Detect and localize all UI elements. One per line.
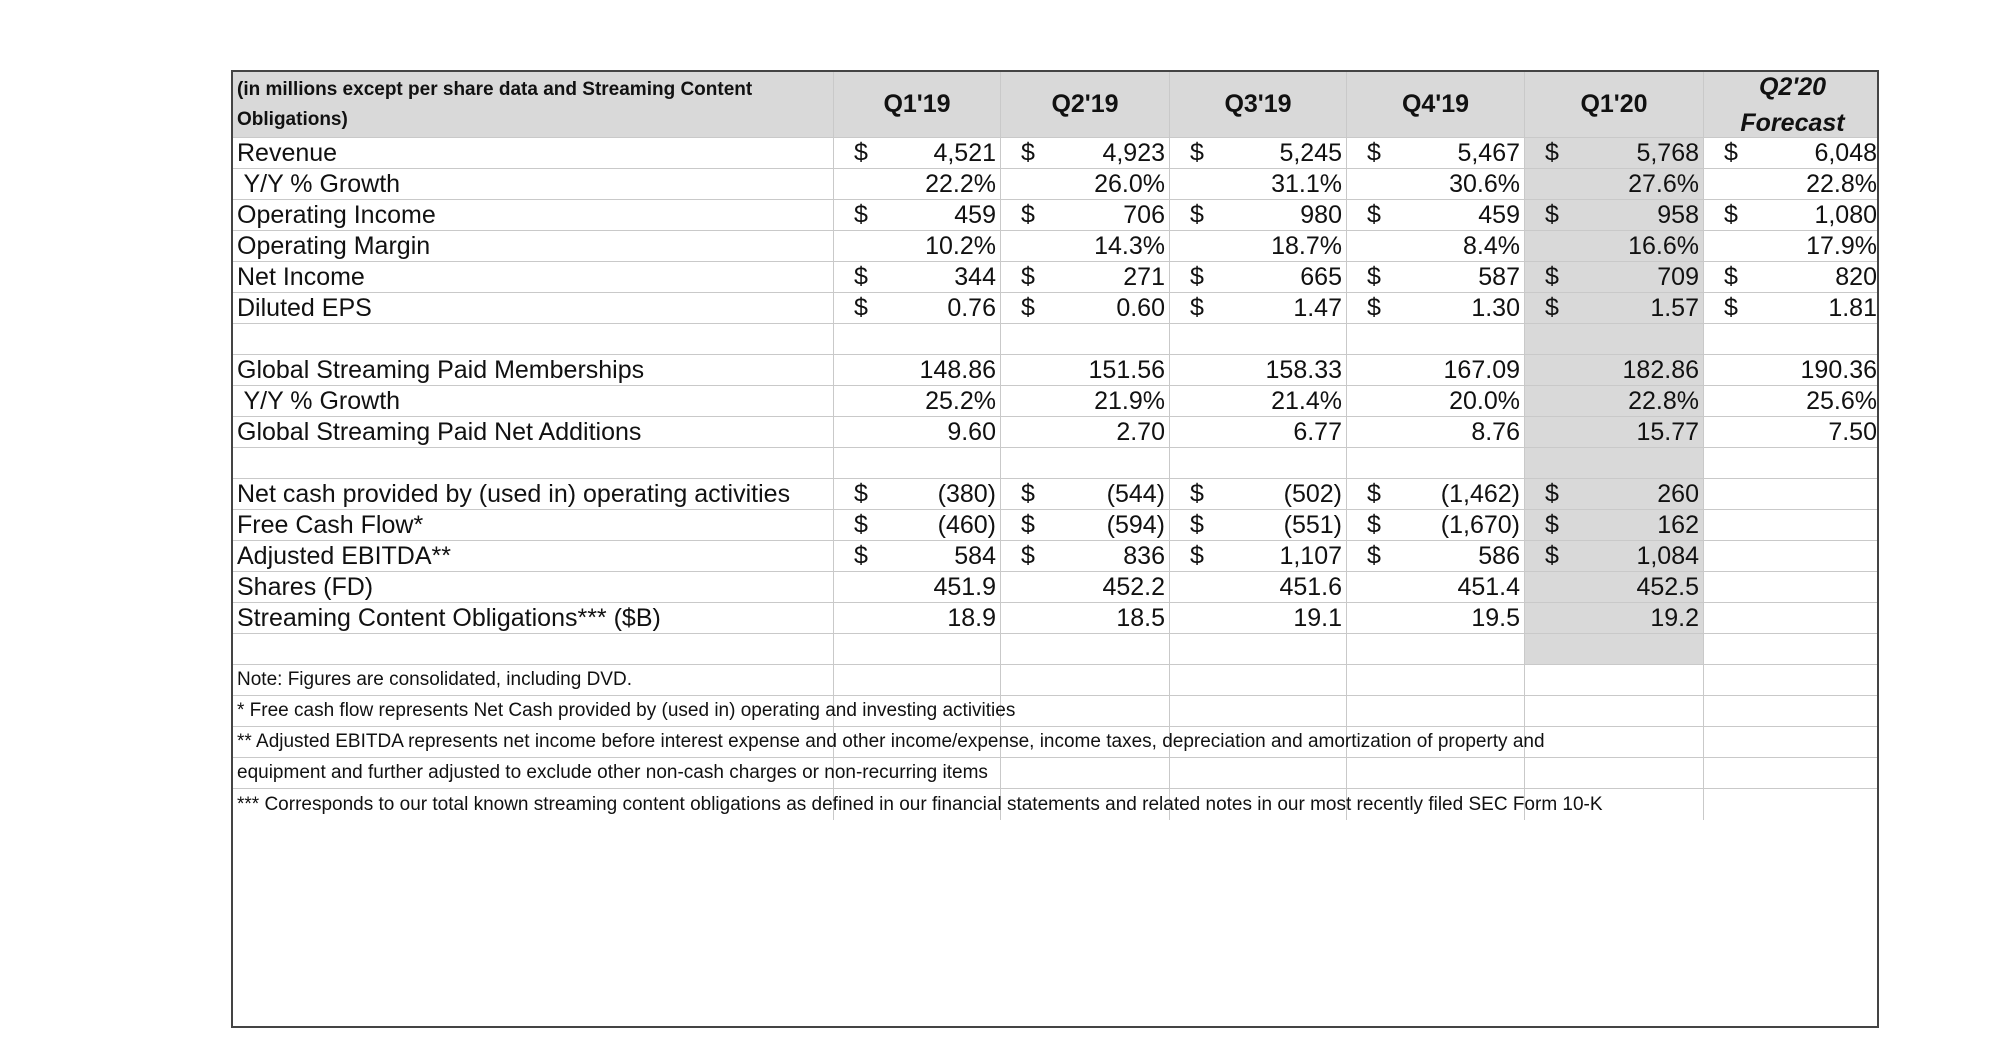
value-cell bbox=[834, 324, 1001, 355]
currency-symbol: $ bbox=[1367, 200, 1381, 229]
value-cell bbox=[1704, 138, 1879, 169]
footnote-cell bbox=[1001, 758, 1170, 789]
value-text: 820 bbox=[1835, 262, 1877, 291]
value-text: 958 bbox=[1657, 200, 1699, 229]
value-cell bbox=[834, 448, 1001, 479]
table-grid bbox=[233, 72, 1877, 1026]
footnote-cell bbox=[1170, 665, 1347, 696]
currency-symbol: $ bbox=[854, 200, 868, 229]
row-label: Operating Margin bbox=[233, 231, 834, 262]
currency-symbol: $ bbox=[1545, 541, 1559, 570]
value-cell bbox=[1001, 603, 1170, 634]
value-cell bbox=[1170, 417, 1347, 448]
footnote-cell bbox=[1170, 758, 1347, 789]
value-text: 1,080 bbox=[1814, 200, 1877, 229]
currency-symbol: $ bbox=[1190, 541, 1204, 570]
value-cell bbox=[1001, 386, 1170, 417]
value-text: 18.7% bbox=[1271, 231, 1342, 260]
value-text: 22.8% bbox=[1628, 386, 1699, 415]
currency-symbol: $ bbox=[1724, 262, 1738, 291]
currency-symbol: $ bbox=[1021, 293, 1035, 322]
value-cell bbox=[1347, 634, 1525, 665]
value-text: (1,670) bbox=[1440, 510, 1520, 539]
footnote-cell bbox=[1001, 696, 1170, 727]
value-text: 21.9% bbox=[1094, 386, 1165, 415]
value-cell bbox=[1704, 510, 1879, 541]
value-cell bbox=[1170, 355, 1347, 386]
footnote-cell bbox=[1001, 665, 1170, 696]
value-cell bbox=[1704, 231, 1879, 262]
value-text: 8.4% bbox=[1463, 231, 1520, 260]
value-text: 4,521 bbox=[933, 138, 996, 167]
value-cell bbox=[1170, 603, 1347, 634]
footnote-cell bbox=[1525, 727, 1704, 758]
value-text: 0.76 bbox=[947, 293, 996, 322]
value-text: 6,048 bbox=[1814, 138, 1877, 167]
value-cell bbox=[1525, 634, 1704, 665]
value-text: 19.5 bbox=[1471, 603, 1520, 632]
value-cell bbox=[1347, 572, 1525, 603]
value-cell bbox=[1347, 386, 1525, 417]
value-cell bbox=[1347, 448, 1525, 479]
value-cell bbox=[1525, 200, 1704, 231]
value-text: 706 bbox=[1123, 200, 1165, 229]
value-text: 4,923 bbox=[1102, 138, 1165, 167]
value-cell bbox=[1170, 262, 1347, 293]
value-cell bbox=[1347, 262, 1525, 293]
value-text: (551) bbox=[1283, 510, 1342, 539]
footnote-cell bbox=[1704, 727, 1879, 758]
value-cell bbox=[1525, 448, 1704, 479]
value-text: 14.3% bbox=[1094, 231, 1165, 260]
value-cell bbox=[1170, 293, 1347, 324]
value-cell bbox=[1170, 324, 1347, 355]
footnote-cell bbox=[1347, 696, 1525, 727]
value-text: 2.70 bbox=[1116, 417, 1165, 446]
row-label: Adjusted EBITDA** bbox=[233, 541, 834, 572]
value-cell bbox=[834, 541, 1001, 572]
value-cell bbox=[1170, 231, 1347, 262]
value-cell bbox=[1001, 231, 1170, 262]
currency-symbol: $ bbox=[1190, 200, 1204, 229]
value-cell bbox=[1001, 417, 1170, 448]
footnote-text: * Free cash flow represents Net Cash provided by (used in) operating and investing activities bbox=[237, 700, 1016, 721]
value-cell bbox=[834, 231, 1001, 262]
value-text: 151.56 bbox=[1088, 355, 1165, 384]
value-text: 1.81 bbox=[1828, 293, 1877, 322]
header-q2-19: Q2'19 bbox=[1001, 72, 1170, 138]
value-text: 22.8% bbox=[1806, 169, 1877, 198]
value-text: (502) bbox=[1283, 479, 1342, 508]
value-cell bbox=[1704, 417, 1879, 448]
value-cell bbox=[1525, 386, 1704, 417]
value-text: 586 bbox=[1478, 541, 1520, 570]
value-cell bbox=[1525, 417, 1704, 448]
value-cell bbox=[1347, 138, 1525, 169]
row-label: Shares (FD) bbox=[233, 572, 834, 603]
value-text: 7.50 bbox=[1828, 417, 1877, 446]
currency-symbol: $ bbox=[854, 479, 868, 508]
value-cell bbox=[1704, 324, 1879, 355]
row-label: Net cash provided by (used in) operating activities bbox=[233, 479, 834, 510]
value-cell bbox=[1525, 479, 1704, 510]
value-text: 271 bbox=[1123, 262, 1165, 291]
currency-symbol: $ bbox=[1190, 479, 1204, 508]
value-cell bbox=[1704, 293, 1879, 324]
row-label: Diluted EPS bbox=[233, 293, 834, 324]
currency-symbol: $ bbox=[1367, 293, 1381, 322]
value-text: (544) bbox=[1106, 479, 1165, 508]
header-forecast-quarter: Q2'20 bbox=[1758, 72, 1827, 101]
header-forecast-label: Forecast bbox=[1740, 108, 1845, 137]
value-cell bbox=[1001, 541, 1170, 572]
value-text: 148.86 bbox=[919, 355, 996, 384]
header-q1-19: Q1'19 bbox=[834, 72, 1001, 138]
footnote-cell bbox=[1704, 758, 1879, 789]
value-cell bbox=[834, 572, 1001, 603]
value-cell bbox=[1704, 200, 1879, 231]
currency-symbol: $ bbox=[854, 262, 868, 291]
row-label: Revenue bbox=[233, 138, 834, 169]
value-text: 21.4% bbox=[1271, 386, 1342, 415]
value-text: (594) bbox=[1106, 510, 1165, 539]
value-cell bbox=[1704, 479, 1879, 510]
currency-symbol: $ bbox=[1021, 262, 1035, 291]
currency-symbol: $ bbox=[1367, 479, 1381, 508]
row-label: Global Streaming Paid Memberships bbox=[233, 355, 834, 386]
header-q3-19: Q3'19 bbox=[1170, 72, 1347, 138]
value-cell bbox=[1001, 634, 1170, 665]
currency-symbol: $ bbox=[1190, 138, 1204, 167]
value-cell bbox=[1001, 262, 1170, 293]
value-cell bbox=[1347, 417, 1525, 448]
value-text: 1.57 bbox=[1650, 293, 1699, 322]
header-q4-19: Q4'19 bbox=[1347, 72, 1525, 138]
value-cell bbox=[1525, 355, 1704, 386]
value-text: 1,107 bbox=[1279, 541, 1342, 570]
value-cell bbox=[1001, 324, 1170, 355]
value-text: 17.9% bbox=[1806, 231, 1877, 260]
value-cell bbox=[1347, 355, 1525, 386]
value-cell bbox=[1525, 169, 1704, 200]
value-cell bbox=[834, 200, 1001, 231]
footnote-cell bbox=[233, 696, 1016, 727]
currency-symbol: $ bbox=[1021, 138, 1035, 167]
footnote-cell bbox=[1704, 665, 1879, 696]
value-cell bbox=[1525, 262, 1704, 293]
row-label: Net Income bbox=[233, 262, 834, 293]
value-cell bbox=[834, 293, 1001, 324]
value-text: 452.5 bbox=[1636, 572, 1699, 601]
currency-symbol: $ bbox=[1367, 510, 1381, 539]
footnote-text: equipment and further adjusted to exclude other non-cash charges or non-recurring items bbox=[237, 762, 988, 783]
value-cell bbox=[1001, 138, 1170, 169]
currency-symbol: $ bbox=[1190, 293, 1204, 322]
footnote-cell bbox=[1525, 696, 1704, 727]
value-text: 5,768 bbox=[1636, 138, 1699, 167]
currency-symbol: $ bbox=[1545, 138, 1559, 167]
row-label bbox=[233, 448, 834, 479]
value-cell bbox=[1001, 510, 1170, 541]
footnote-text: Note: Figures are consolidated, including DVD. bbox=[237, 669, 632, 690]
value-cell bbox=[1704, 448, 1879, 479]
value-cell bbox=[1001, 355, 1170, 386]
value-cell bbox=[1170, 386, 1347, 417]
value-cell bbox=[1170, 510, 1347, 541]
value-text: 22.2% bbox=[925, 169, 996, 198]
value-text: 459 bbox=[954, 200, 996, 229]
footnote-text: ** Adjusted EBITDA represents net income before interest expense and other income/expense, income taxes, depreciation and amortization of property and bbox=[237, 731, 1545, 752]
value-text: 709 bbox=[1657, 262, 1699, 291]
currency-symbol: $ bbox=[854, 293, 868, 322]
value-cell bbox=[1001, 448, 1170, 479]
value-cell bbox=[1525, 603, 1704, 634]
value-cell bbox=[1704, 541, 1879, 572]
value-text: 27.6% bbox=[1628, 169, 1699, 198]
value-text: 158.33 bbox=[1265, 355, 1342, 384]
value-text: 451.9 bbox=[933, 572, 996, 601]
value-cell bbox=[1704, 572, 1879, 603]
currency-symbol: $ bbox=[1545, 510, 1559, 539]
value-cell bbox=[1704, 355, 1879, 386]
value-text: 587 bbox=[1478, 262, 1520, 291]
value-cell bbox=[1704, 603, 1879, 634]
value-cell bbox=[834, 262, 1001, 293]
value-text: 1.30 bbox=[1471, 293, 1520, 322]
row-label: Y/Y % Growth bbox=[233, 386, 834, 417]
header-q1-20: Q1'20 bbox=[1525, 72, 1704, 138]
currency-symbol: $ bbox=[1724, 293, 1738, 322]
value-text: 167.09 bbox=[1443, 355, 1520, 384]
value-cell bbox=[1525, 231, 1704, 262]
value-cell bbox=[1347, 479, 1525, 510]
value-cell bbox=[1525, 572, 1704, 603]
currency-symbol: $ bbox=[1190, 510, 1204, 539]
value-cell bbox=[1347, 293, 1525, 324]
value-text: (1,462) bbox=[1440, 479, 1520, 508]
footnote-cell bbox=[233, 727, 1545, 758]
value-text: 836 bbox=[1123, 541, 1165, 570]
row-label bbox=[233, 324, 834, 355]
value-text: 260 bbox=[1657, 479, 1699, 508]
value-text: 15.77 bbox=[1636, 417, 1699, 446]
value-cell bbox=[1347, 200, 1525, 231]
currency-symbol: $ bbox=[1190, 262, 1204, 291]
value-text: 18.9 bbox=[947, 603, 996, 632]
value-text: 10.2% bbox=[925, 231, 996, 260]
value-cell bbox=[834, 479, 1001, 510]
value-text: 980 bbox=[1300, 200, 1342, 229]
value-text: 19.1 bbox=[1293, 603, 1342, 632]
footnote-text: *** Corresponds to our total known streaming content obligations as defined in our financial statements and related notes in our most recently filed SEC Form 10-K bbox=[237, 793, 1603, 815]
footnote-cell bbox=[1347, 665, 1525, 696]
currency-symbol: $ bbox=[1545, 200, 1559, 229]
currency-symbol: $ bbox=[854, 541, 868, 570]
value-cell bbox=[834, 417, 1001, 448]
value-cell bbox=[1001, 479, 1170, 510]
value-cell bbox=[1525, 541, 1704, 572]
row-label: Streaming Content Obligations*** ($B) bbox=[233, 603, 834, 634]
header-description: (in millions except per share data and Streaming Content Obligations) bbox=[233, 72, 834, 138]
value-cell bbox=[834, 634, 1001, 665]
value-text: 19.2 bbox=[1650, 603, 1699, 632]
value-cell bbox=[1170, 479, 1347, 510]
value-text: 9.60 bbox=[947, 417, 996, 446]
value-text: 30.6% bbox=[1449, 169, 1520, 198]
value-cell bbox=[1001, 293, 1170, 324]
footnote-cell bbox=[1347, 758, 1525, 789]
currency-symbol: $ bbox=[1021, 510, 1035, 539]
value-text: 190.36 bbox=[1800, 355, 1877, 384]
value-cell bbox=[1347, 603, 1525, 634]
value-cell bbox=[834, 510, 1001, 541]
value-cell bbox=[1170, 634, 1347, 665]
value-text: 665 bbox=[1300, 262, 1342, 291]
header-q2-20-forecast bbox=[1704, 72, 1879, 138]
value-text: (460) bbox=[937, 510, 996, 539]
value-cell bbox=[834, 169, 1001, 200]
currency-symbol: $ bbox=[854, 138, 868, 167]
value-text: 26.0% bbox=[1094, 169, 1165, 198]
value-text: 20.0% bbox=[1449, 386, 1520, 415]
value-text: 459 bbox=[1478, 200, 1520, 229]
value-text: 452.2 bbox=[1102, 572, 1165, 601]
value-text: 25.2% bbox=[925, 386, 996, 415]
footnote-cell bbox=[1704, 696, 1879, 727]
value-text: 25.6% bbox=[1806, 386, 1877, 415]
value-cell bbox=[1170, 572, 1347, 603]
currency-symbol: $ bbox=[1021, 200, 1035, 229]
footnote-cell bbox=[1525, 758, 1704, 789]
value-cell bbox=[1525, 510, 1704, 541]
value-text: 451.4 bbox=[1457, 572, 1520, 601]
value-cell bbox=[834, 355, 1001, 386]
row-label: Y/Y % Growth bbox=[233, 169, 834, 200]
value-cell bbox=[1170, 138, 1347, 169]
currency-symbol: $ bbox=[1367, 262, 1381, 291]
currency-symbol: $ bbox=[1545, 262, 1559, 291]
value-cell bbox=[1001, 169, 1170, 200]
value-cell bbox=[1347, 324, 1525, 355]
value-text: 182.86 bbox=[1622, 355, 1699, 384]
currency-symbol: $ bbox=[1545, 293, 1559, 322]
value-text: 16.6% bbox=[1628, 231, 1699, 260]
value-cell bbox=[1347, 169, 1525, 200]
value-text: 18.5 bbox=[1116, 603, 1165, 632]
footnote-cell bbox=[1525, 665, 1704, 696]
row-label bbox=[233, 634, 834, 665]
value-cell bbox=[1525, 293, 1704, 324]
footnote-cell bbox=[233, 789, 1603, 820]
value-cell bbox=[834, 386, 1001, 417]
value-cell bbox=[834, 138, 1001, 169]
value-cell bbox=[1704, 634, 1879, 665]
value-cell bbox=[1525, 324, 1704, 355]
value-cell bbox=[1170, 541, 1347, 572]
value-text: 0.60 bbox=[1116, 293, 1165, 322]
value-text: 6.77 bbox=[1293, 417, 1342, 446]
value-cell bbox=[1704, 169, 1879, 200]
value-text: (380) bbox=[937, 479, 996, 508]
currency-symbol: $ bbox=[854, 510, 868, 539]
value-cell bbox=[1001, 572, 1170, 603]
value-cell bbox=[1347, 541, 1525, 572]
value-cell bbox=[1170, 169, 1347, 200]
value-text: 584 bbox=[954, 541, 996, 570]
value-text: 31.1% bbox=[1271, 169, 1342, 198]
currency-symbol: $ bbox=[1021, 541, 1035, 570]
currency-symbol: $ bbox=[1021, 479, 1035, 508]
value-cell bbox=[1704, 262, 1879, 293]
footnote-cell bbox=[834, 665, 1001, 696]
value-text: 451.6 bbox=[1279, 572, 1342, 601]
value-cell bbox=[1170, 200, 1347, 231]
currency-symbol: $ bbox=[1724, 138, 1738, 167]
footnote-cell bbox=[1704, 789, 1879, 820]
value-cell bbox=[1001, 200, 1170, 231]
value-text: 344 bbox=[954, 262, 996, 291]
value-cell bbox=[1704, 386, 1879, 417]
value-cell bbox=[834, 603, 1001, 634]
value-text: 1,084 bbox=[1636, 541, 1699, 570]
row-label: Free Cash Flow* bbox=[233, 510, 834, 541]
row-label: Global Streaming Paid Net Additions bbox=[233, 417, 834, 448]
currency-symbol: $ bbox=[1367, 138, 1381, 167]
currency-symbol: $ bbox=[1724, 200, 1738, 229]
financial-summary-table bbox=[231, 70, 1879, 1028]
value-cell bbox=[1347, 231, 1525, 262]
value-cell bbox=[1347, 510, 1525, 541]
value-text: 8.76 bbox=[1471, 417, 1520, 446]
currency-symbol: $ bbox=[1367, 541, 1381, 570]
value-text: 162 bbox=[1657, 510, 1699, 539]
value-text: 1.47 bbox=[1293, 293, 1342, 322]
footnote-cell bbox=[1170, 696, 1347, 727]
row-label: Operating Income bbox=[233, 200, 834, 231]
footnote-cell bbox=[233, 665, 834, 696]
value-text: 5,467 bbox=[1457, 138, 1520, 167]
currency-symbol: $ bbox=[1545, 479, 1559, 508]
value-cell bbox=[1170, 448, 1347, 479]
value-cell bbox=[1525, 138, 1704, 169]
value-text: 5,245 bbox=[1279, 138, 1342, 167]
footnote-cell bbox=[233, 758, 988, 789]
